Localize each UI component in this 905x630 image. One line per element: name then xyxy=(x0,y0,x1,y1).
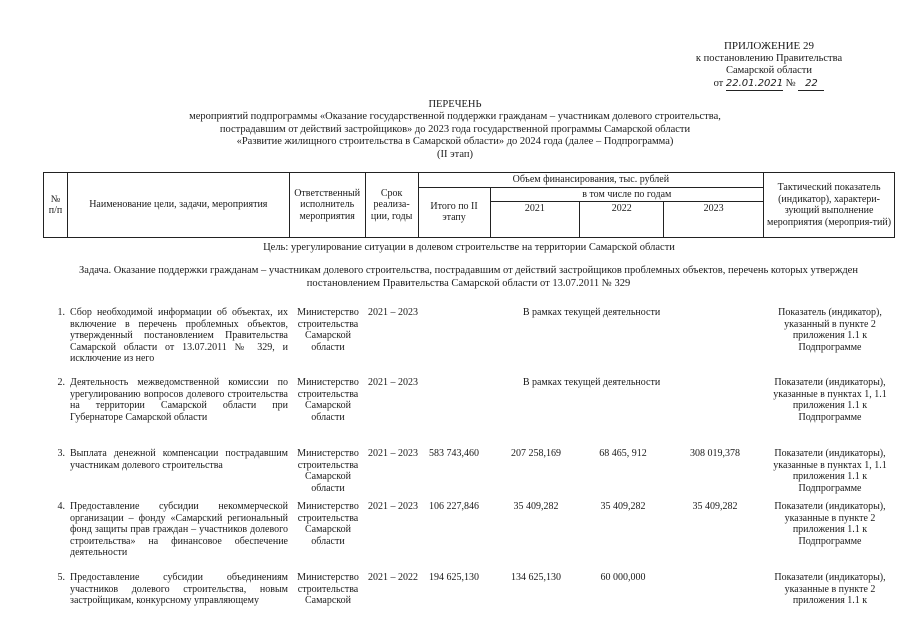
header-period: Срок реализа-ции, годы xyxy=(365,173,418,238)
row-total: 106 227,846 xyxy=(429,501,479,512)
header-num: № п/п xyxy=(44,173,68,238)
row-2022: 68 465, 912 xyxy=(599,448,647,459)
heading-line-1: мероприятий подпрограммы «Оказание государственной поддержки гражданам – участникам долевого строительства, xyxy=(189,111,721,123)
header-name: Наименование цели, задачи, мероприятия xyxy=(67,173,289,238)
heading-line-3: «Развитие жилищного строительства в Самарской области» до 2024 года (далее – Подпрограмма) xyxy=(236,136,674,148)
heading-title: ПЕРЕЧЕНЬ xyxy=(428,99,482,110)
header-indicator: Тактический показатель (индикатор), характери-зующий выполнение мероприятия (мероприя-тий) xyxy=(764,173,895,238)
document-heading xyxy=(120,99,790,161)
row-financing-note: В рамках текущей деятельности xyxy=(522,307,661,318)
row-2023: 35 409,282 xyxy=(692,501,738,512)
header-year-2022: 2022 xyxy=(580,202,664,238)
from-prefix: от xyxy=(713,77,724,89)
row-name: Сбор необходимой информации об объектах, их включение в перечень проблемных объектов, утвержденный постановлением Правительства Самарской области от 13.07.2011 № 329, и исключение из него xyxy=(70,307,288,365)
number-prefix: № xyxy=(785,77,796,89)
task-text: Задача. Оказание поддержки гражданам – участникам долевого строительства, пострадавшим от действий застройщиков проблемных объектов, перечень которых утвержден постановлением Правительства Самарской области от 13.07.2011 № 329 xyxy=(79,265,858,289)
row-2023: 308 019,378 xyxy=(690,448,740,459)
row-2022: 35 409,282 xyxy=(600,501,646,512)
row-executor: Министерство строительства Самарской области xyxy=(297,307,359,353)
appendix-date-line xyxy=(669,78,869,92)
row-period: 2021 – 2022 xyxy=(368,572,418,583)
appendix-block xyxy=(669,40,869,91)
row-number: 5. xyxy=(57,572,65,583)
appendix-line-2: к постановлению Правительства xyxy=(695,52,843,64)
header-executor: Ответственный исполнитель мероприятия xyxy=(289,173,365,238)
handwritten-date: 22.01.2021 xyxy=(726,78,783,92)
row-period: 2021 – 2023 xyxy=(368,501,418,512)
row-executor: Министерство строительства Самарской xyxy=(297,572,359,607)
goal-text: Цель: урегулирование ситуации в долевом строительстве на территории Самарской области xyxy=(263,242,675,253)
row-period: 2021 – 2023 xyxy=(368,307,418,318)
header-total: Итого по II этапу xyxy=(418,187,490,238)
header-financing: Объем финансирования, тыс. рублей xyxy=(418,173,763,188)
row-name: Деятельность межведомственной комиссии по урегулированию вопросов долевого строительства на территории Самарской области при Губернаторе Самарской области xyxy=(70,377,288,423)
row-2021: 207 258,169 xyxy=(511,448,561,459)
row-period: 2021 – 2023 xyxy=(368,377,418,388)
row-name: Предоставление субсидии объединениям участников долевого строительства, новым застройщикам, конкурсному управляющему xyxy=(70,572,288,607)
row-executor: Министерство строительства Самарской области xyxy=(297,501,359,547)
row-number: 4. xyxy=(57,501,65,512)
row-name: Предоставление субсидии некоммерческой организации – фонду «Самарский региональный фонд защиты прав граждан – участников долевого строительства» на финансовое обеспечение деятельности xyxy=(70,501,288,559)
row-2022: 60 000,000 xyxy=(600,572,646,583)
row-indicator: Показатели (индикаторы), указанные в пунктах 1, 1.1 приложения 1.1 к Подпрограмме xyxy=(773,448,887,494)
financing-table-header xyxy=(43,172,895,238)
row-indicator: Показатели (индикаторы), указанные в пунктах 1, 1.1 приложения 1.1 к Подпрограмме xyxy=(773,377,887,423)
row-number: 2. xyxy=(57,377,65,388)
handwritten-number: 22 xyxy=(798,78,824,92)
appendix-line-3: Самарской области xyxy=(726,65,812,76)
row-2021: 35 409,282 xyxy=(513,501,559,512)
row-executor: Министерство строительства Самарской области xyxy=(297,448,359,494)
row-name: Выплата денежной компенсации пострадавшим участникам долевого строительства xyxy=(70,448,288,471)
row-indicator: Показатель (индикатор), указанный в пункте 2 приложения 1.1 к Подпрограмме xyxy=(778,307,882,353)
row-indicator: Показатели (индикаторы), указанные в пункте 2 приложения 1.1 к Подпрограмме xyxy=(774,501,886,547)
appendix-title: ПРИЛОЖЕНИЕ 29 xyxy=(723,40,815,52)
row-period: 2021 – 2023 xyxy=(368,448,418,459)
row-executor: Министерство строительства Самарской области xyxy=(297,377,359,423)
header-by-years: в том числе по годам xyxy=(490,187,764,202)
header-year-2021: 2021 xyxy=(490,202,580,238)
heading-line-2: пострадавшим от действий застройщиков» до 2023 года государственной программы Самарской области xyxy=(219,123,691,135)
row-total: 583 743,460 xyxy=(429,448,479,459)
row-total: 194 625,130 xyxy=(429,572,479,583)
row-2021: 134 625,130 xyxy=(511,572,561,583)
row-financing-note: В рамках текущей деятельности xyxy=(522,377,661,388)
row-number: 1. xyxy=(57,307,65,318)
row-number: 3. xyxy=(57,448,65,459)
header-year-2023: 2023 xyxy=(664,202,764,238)
row-indicator: Показатели (индикаторы), указанные в пункте 2 приложения 1.1 к xyxy=(774,572,886,607)
heading-line-4: (II этап) xyxy=(437,148,473,160)
